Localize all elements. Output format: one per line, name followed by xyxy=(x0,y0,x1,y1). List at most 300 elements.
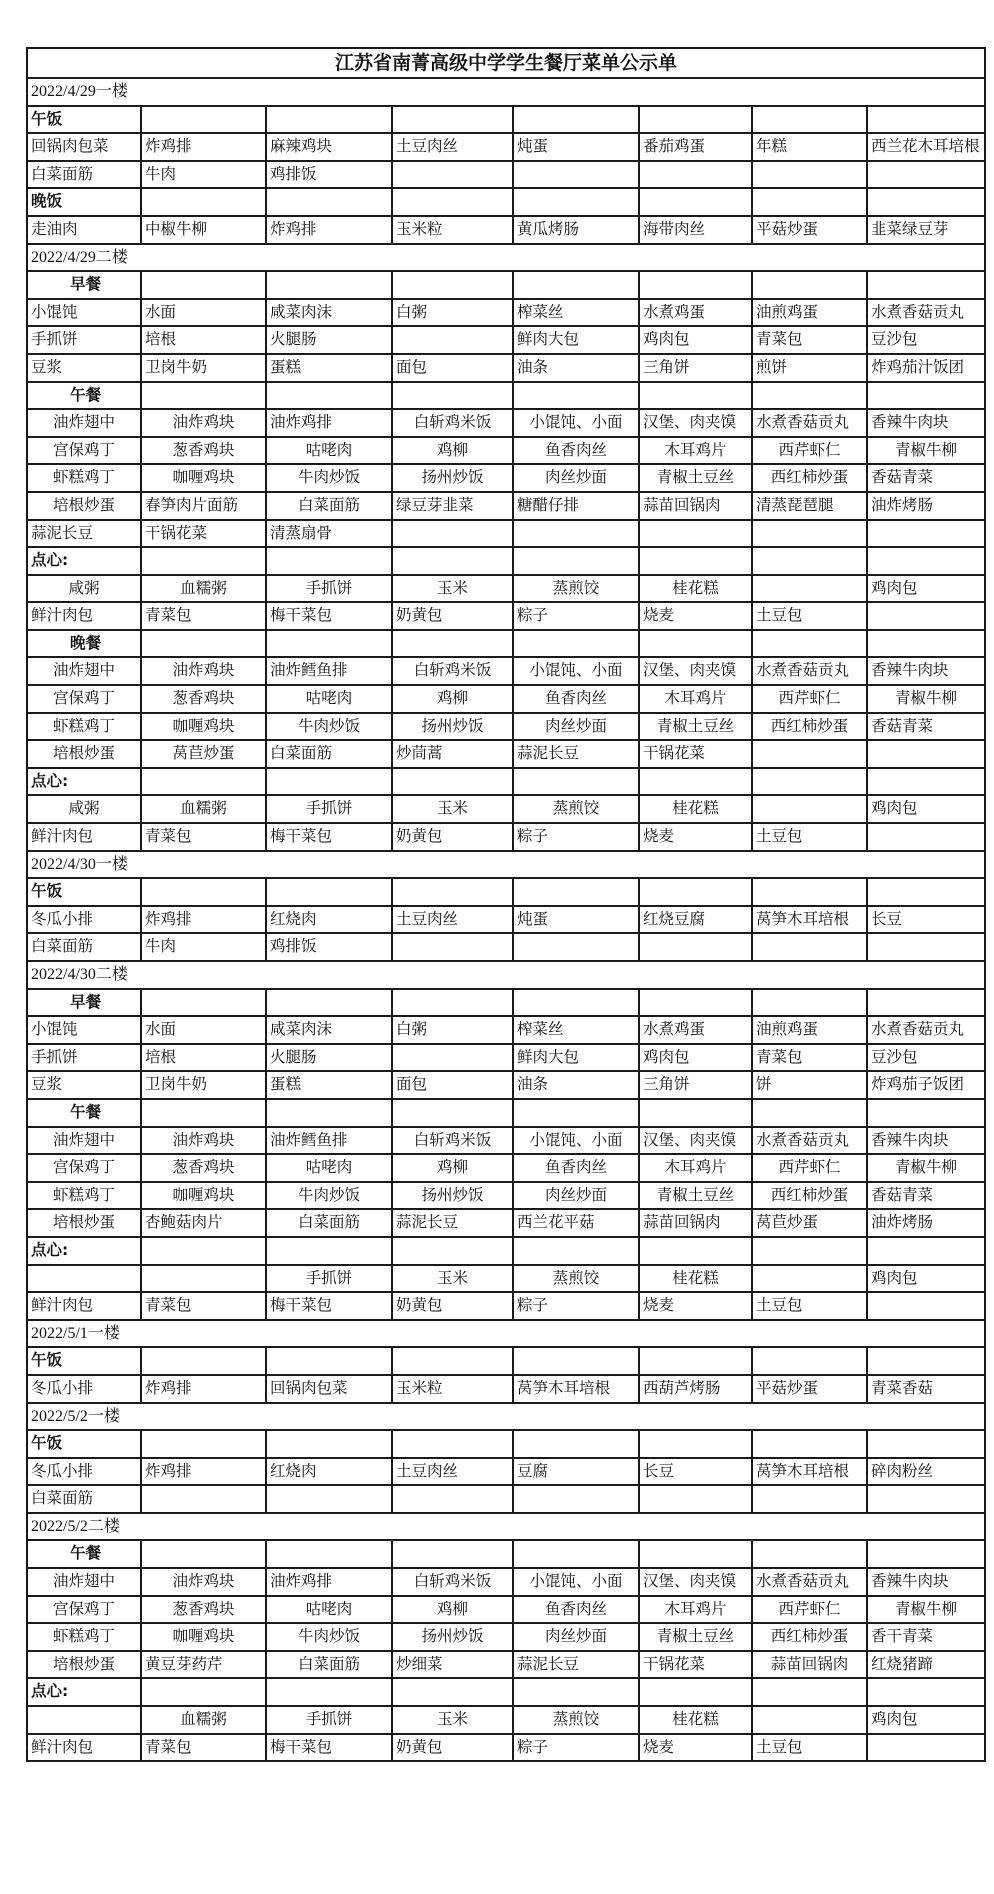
dish-cell: 咖喱鸡块 xyxy=(141,464,266,492)
dish-cell: 蒜泥长豆 xyxy=(513,740,639,768)
date-floor-label: 2022/4/29一楼 xyxy=(27,78,985,106)
dish-cell: 宫保鸡丁 xyxy=(27,1154,141,1182)
meal-section-label: 晚餐 xyxy=(27,630,141,658)
menu-table xyxy=(26,47,986,1762)
date-floor-label: 2022/5/1一楼 xyxy=(27,1320,985,1348)
dish-cell: 鸡排饭 xyxy=(266,161,392,189)
dish-cell: 西红柿炒蛋 xyxy=(752,713,867,741)
dish-cell: 油炸鸡块 xyxy=(141,409,266,437)
dish-cell: 鸡肉包 xyxy=(867,575,985,603)
empty-cell xyxy=(867,188,985,216)
empty-cell xyxy=(867,1678,985,1706)
dish-cell: 炸鸡排 xyxy=(141,1375,266,1403)
dish-cell: 扬州炒饭 xyxy=(392,1182,513,1210)
dish-cell: 鲜肉大包 xyxy=(513,326,639,354)
dish-cell: 三角饼 xyxy=(639,354,752,382)
dish-cell: 葱香鸡块 xyxy=(141,1154,266,1182)
dish-cell: 培根 xyxy=(141,326,266,354)
date-floor-row xyxy=(27,78,985,106)
dish-cell: 面包 xyxy=(392,1071,513,1099)
empty-cell xyxy=(867,547,985,575)
dish-row xyxy=(27,685,985,713)
dish-cell: 油炸烤肠 xyxy=(867,492,985,520)
dish-cell: 油炸鸡块 xyxy=(141,657,266,685)
dish-cell: 玉米 xyxy=(392,1265,513,1293)
dish-cell: 手抓饼 xyxy=(27,326,141,354)
dish-cell: 饼 xyxy=(752,1071,867,1099)
empty-cell xyxy=(266,878,392,906)
dish-cell: 小馄饨、小面 xyxy=(513,409,639,437)
empty-cell xyxy=(266,768,392,796)
empty-cell xyxy=(867,933,985,961)
dish-row xyxy=(27,299,985,327)
empty-cell xyxy=(266,271,392,299)
dish-cell: 炸鸡排 xyxy=(266,216,392,244)
meal-section-row xyxy=(27,382,985,410)
meal-section-row xyxy=(27,188,985,216)
empty-cell xyxy=(639,1485,752,1513)
dish-cell: 牛肉炒饭 xyxy=(266,464,392,492)
empty-cell xyxy=(266,188,392,216)
dish-cell: 汉堡、肉夹馍 xyxy=(639,1568,752,1596)
date-floor-row xyxy=(27,961,985,989)
empty-cell xyxy=(867,602,985,630)
dish-cell: 红烧肉 xyxy=(266,1458,392,1486)
dish-cell: 手抓饼 xyxy=(266,1265,392,1293)
dish-cell: 干锅花菜 xyxy=(639,740,752,768)
dish-cell: 咖喱鸡块 xyxy=(141,713,266,741)
meal-section-label: 午餐 xyxy=(27,1540,141,1568)
empty-cell xyxy=(752,1678,867,1706)
dish-cell: 奶黄包 xyxy=(392,602,513,630)
empty-cell xyxy=(392,878,513,906)
empty-cell xyxy=(513,1099,639,1127)
dish-cell: 炸鸡排 xyxy=(141,906,266,934)
empty-cell xyxy=(141,768,266,796)
empty-cell xyxy=(513,382,639,410)
dish-cell: 长豆 xyxy=(867,906,985,934)
dish-cell: 香辣牛肉块 xyxy=(867,409,985,437)
dish-cell: 青菜包 xyxy=(141,823,266,851)
dish-cell: 冬瓜小排 xyxy=(27,1375,141,1403)
empty-cell xyxy=(639,1347,752,1375)
dish-cell: 油炸鸡排 xyxy=(266,1568,392,1596)
dish-cell: 桂花糕 xyxy=(639,575,752,603)
dish-cell: 鲜汁肉包 xyxy=(27,1734,141,1762)
dish-cell: 培根炒蛋 xyxy=(27,740,141,768)
empty-cell xyxy=(752,271,867,299)
dish-cell: 油炸鸡块 xyxy=(141,1127,266,1155)
empty-cell xyxy=(513,768,639,796)
empty-cell xyxy=(752,106,867,134)
dish-cell: 鱼香肉丝 xyxy=(513,1154,639,1182)
dish-cell: 扬州炒饭 xyxy=(392,713,513,741)
dish-row xyxy=(27,1485,985,1513)
empty-cell xyxy=(867,520,985,548)
dish-cell: 青菜包 xyxy=(752,326,867,354)
empty-cell xyxy=(141,1237,266,1265)
dish-cell: 培根炒蛋 xyxy=(27,1651,141,1679)
dish-cell: 土豆肉丝 xyxy=(392,906,513,934)
empty-cell xyxy=(392,1044,513,1072)
dish-cell: 烧麦 xyxy=(639,823,752,851)
dish-cell: 蒜泥长豆 xyxy=(27,520,141,548)
empty-cell xyxy=(141,271,266,299)
empty-cell xyxy=(513,878,639,906)
dish-cell: 西红柿炒蛋 xyxy=(752,1623,867,1651)
meal-section-label: 午餐 xyxy=(27,1099,141,1127)
dish-cell: 面包 xyxy=(392,354,513,382)
meal-section-label: 早餐 xyxy=(27,989,141,1017)
empty-cell xyxy=(867,1099,985,1127)
dish-cell: 油炸鸡块 xyxy=(141,1568,266,1596)
dish-cell: 中椒牛柳 xyxy=(141,216,266,244)
dish-cell: 咸菜肉沫 xyxy=(266,299,392,327)
dish-cell: 杏鲍菇肉片 xyxy=(141,1209,266,1237)
dish-row xyxy=(27,1209,985,1237)
dish-cell: 咸粥 xyxy=(27,575,141,603)
dish-cell: 豆沙包 xyxy=(867,326,985,354)
dish-cell: 手抓饼 xyxy=(266,1706,392,1734)
empty-cell xyxy=(392,382,513,410)
dish-cell: 咖喱鸡块 xyxy=(141,1182,266,1210)
dish-cell: 平菇炒蛋 xyxy=(752,1375,867,1403)
empty-cell xyxy=(752,188,867,216)
dish-cell: 粽子 xyxy=(513,1292,639,1320)
dish-cell: 牛肉 xyxy=(141,161,266,189)
dish-cell: 青菜包 xyxy=(141,1292,266,1320)
dish-cell: 西红柿炒蛋 xyxy=(752,1182,867,1210)
dish-cell: 水面 xyxy=(141,1016,266,1044)
date-floor-label: 2022/4/30二楼 xyxy=(27,961,985,989)
empty-cell xyxy=(141,1099,266,1127)
dish-cell: 蛋糕 xyxy=(266,354,392,382)
empty-cell xyxy=(867,1237,985,1265)
empty-cell xyxy=(752,1485,867,1513)
meal-section-row xyxy=(27,1430,985,1458)
dish-cell: 培根炒蛋 xyxy=(27,492,141,520)
meal-section-label: 午餐 xyxy=(27,382,141,410)
empty-cell xyxy=(639,547,752,575)
dish-cell: 咕咾肉 xyxy=(266,685,392,713)
dish-cell: 咕咾肉 xyxy=(266,1596,392,1624)
empty-cell xyxy=(867,271,985,299)
dish-cell: 虾糕鸡丁 xyxy=(27,1623,141,1651)
meal-section-label: 午饭 xyxy=(27,1347,141,1375)
dish-cell: 回锅肉包菜 xyxy=(27,133,141,161)
empty-cell xyxy=(752,878,867,906)
dish-cell: 小馄饨、小面 xyxy=(513,1127,639,1155)
dish-cell: 油炸翅中 xyxy=(27,409,141,437)
dish-cell: 碎肉粉丝 xyxy=(867,1458,985,1486)
dish-cell: 烧麦 xyxy=(639,1734,752,1762)
empty-cell xyxy=(513,520,639,548)
meal-section-label: 早餐 xyxy=(27,271,141,299)
empty-cell xyxy=(392,520,513,548)
dish-cell: 汉堡、肉夹馍 xyxy=(639,409,752,437)
dish-cell: 木耳鸡片 xyxy=(639,1154,752,1182)
empty-cell xyxy=(752,1347,867,1375)
dish-row xyxy=(27,1044,985,1072)
empty-cell xyxy=(266,382,392,410)
dish-cell: 冬瓜小排 xyxy=(27,906,141,934)
empty-cell xyxy=(392,1099,513,1127)
dish-cell: 莴笋木耳培根 xyxy=(752,1458,867,1486)
dish-cell: 玉米 xyxy=(392,575,513,603)
dish-cell: 清蒸琵琶腿 xyxy=(752,492,867,520)
meal-section-label: 午饭 xyxy=(27,1430,141,1458)
empty-cell xyxy=(639,1678,752,1706)
dish-cell: 烧麦 xyxy=(639,1292,752,1320)
empty-cell xyxy=(513,161,639,189)
dish-cell: 青椒牛柳 xyxy=(867,437,985,465)
dish-cell: 玉米 xyxy=(392,795,513,823)
dish-cell: 咖喱鸡块 xyxy=(141,1623,266,1651)
dish-cell: 鲜汁肉包 xyxy=(27,1292,141,1320)
dish-cell: 水煮香菇贡丸 xyxy=(752,1127,867,1155)
dish-cell: 梅干菜包 xyxy=(266,1734,392,1762)
empty-cell xyxy=(867,878,985,906)
dish-cell: 培根 xyxy=(141,1044,266,1072)
dish-cell: 宫保鸡丁 xyxy=(27,1596,141,1624)
empty-cell xyxy=(513,1485,639,1513)
dish-cell: 炸鸡茄汁饭团 xyxy=(867,354,985,382)
empty-cell xyxy=(392,1430,513,1458)
dish-cell: 蒜苗回锅肉 xyxy=(639,1209,752,1237)
dish-cell: 西兰花平菇 xyxy=(513,1209,639,1237)
empty-cell xyxy=(752,768,867,796)
empty-cell xyxy=(752,1265,867,1293)
dish-row xyxy=(27,823,985,851)
dish-row xyxy=(27,216,985,244)
meal-section-row xyxy=(27,768,985,796)
dish-cell: 血糯粥 xyxy=(141,575,266,603)
dish-cell: 桂花糕 xyxy=(639,795,752,823)
dish-cell: 水面 xyxy=(141,299,266,327)
empty-cell xyxy=(639,382,752,410)
empty-cell xyxy=(639,878,752,906)
dish-cell: 土豆包 xyxy=(752,602,867,630)
empty-cell xyxy=(867,1540,985,1568)
dish-cell: 西芹虾仁 xyxy=(752,1596,867,1624)
dish-cell: 土豆肉丝 xyxy=(392,133,513,161)
dish-cell: 粽子 xyxy=(513,823,639,851)
dish-cell: 土豆包 xyxy=(752,823,867,851)
empty-cell xyxy=(639,768,752,796)
dish-cell: 榨菜丝 xyxy=(513,299,639,327)
empty-cell xyxy=(752,740,867,768)
empty-cell xyxy=(141,1485,266,1513)
dish-cell: 虾糕鸡丁 xyxy=(27,713,141,741)
empty-cell xyxy=(266,1099,392,1127)
dish-cell: 长豆 xyxy=(639,1458,752,1486)
dish-cell: 鸡排饭 xyxy=(266,933,392,961)
dish-row xyxy=(27,354,985,382)
empty-cell xyxy=(867,823,985,851)
dish-cell: 水煮鸡蛋 xyxy=(639,1016,752,1044)
dish-row xyxy=(27,1734,985,1762)
dish-cell: 烧麦 xyxy=(639,602,752,630)
meal-section-row xyxy=(27,106,985,134)
dish-cell: 咕咾肉 xyxy=(266,437,392,465)
dish-cell: 小馄饨 xyxy=(27,1016,141,1044)
empty-cell xyxy=(639,1430,752,1458)
dish-row xyxy=(27,1016,985,1044)
dish-cell: 木耳鸡片 xyxy=(639,437,752,465)
empty-cell xyxy=(639,271,752,299)
empty-cell xyxy=(266,630,392,658)
dish-cell: 番茄鸡蛋 xyxy=(639,133,752,161)
empty-cell xyxy=(752,1099,867,1127)
empty-cell xyxy=(752,630,867,658)
dish-cell: 手抓饼 xyxy=(266,795,392,823)
dish-cell: 豆浆 xyxy=(27,1071,141,1099)
date-floor-row xyxy=(27,1513,985,1541)
dish-row xyxy=(27,1596,985,1624)
empty-cell xyxy=(141,878,266,906)
dish-cell: 咕咾肉 xyxy=(266,1154,392,1182)
empty-cell xyxy=(867,382,985,410)
dish-row xyxy=(27,1265,985,1293)
dish-row xyxy=(27,1182,985,1210)
empty-cell xyxy=(639,520,752,548)
dish-cell: 青椒土豆丝 xyxy=(639,713,752,741)
dish-cell: 手抓饼 xyxy=(27,1044,141,1072)
dish-row xyxy=(27,657,985,685)
dish-cell: 香菇青菜 xyxy=(867,713,985,741)
dish-cell: 香菇青菜 xyxy=(867,1182,985,1210)
dish-cell: 卫岗牛奶 xyxy=(141,354,266,382)
dish-cell: 香辣牛肉块 xyxy=(867,1568,985,1596)
dish-cell: 血糯粥 xyxy=(141,795,266,823)
empty-cell xyxy=(141,1678,266,1706)
dish-cell: 油条 xyxy=(513,354,639,382)
dish-cell: 青椒土豆丝 xyxy=(639,1623,752,1651)
dish-row xyxy=(27,906,985,934)
empty-cell xyxy=(266,1237,392,1265)
dish-cell: 鱼香肉丝 xyxy=(513,437,639,465)
empty-cell xyxy=(513,106,639,134)
dish-cell: 炸鸡排 xyxy=(141,1458,266,1486)
dish-cell: 西红柿炒蛋 xyxy=(752,464,867,492)
dish-cell: 水煮鸡蛋 xyxy=(639,299,752,327)
empty-cell xyxy=(513,547,639,575)
empty-cell xyxy=(867,630,985,658)
dish-cell: 油条 xyxy=(513,1071,639,1099)
dish-cell: 鱼香肉丝 xyxy=(513,685,639,713)
dish-cell: 牛肉炒饭 xyxy=(266,1182,392,1210)
dish-cell: 培根炒蛋 xyxy=(27,1209,141,1237)
empty-cell xyxy=(752,795,867,823)
dish-cell: 桂花糕 xyxy=(639,1265,752,1293)
dish-cell: 白菜面筋 xyxy=(266,1209,392,1237)
dish-cell: 红烧肉 xyxy=(266,906,392,934)
empty-cell xyxy=(639,188,752,216)
empty-cell xyxy=(752,1706,867,1734)
dish-cell: 春笋肉片面筋 xyxy=(141,492,266,520)
empty-cell xyxy=(752,161,867,189)
dish-cell: 蒜泥长豆 xyxy=(513,1651,639,1679)
dish-cell: 西芹虾仁 xyxy=(752,1154,867,1182)
dish-row xyxy=(27,795,985,823)
dish-cell: 清蒸扇骨 xyxy=(266,520,392,548)
dish-cell: 牛肉炒饭 xyxy=(266,713,392,741)
dish-cell: 木耳鸡片 xyxy=(639,685,752,713)
dish-row xyxy=(27,1375,985,1403)
dish-cell: 白菜面筋 xyxy=(27,1485,141,1513)
dish-cell: 小馄饨、小面 xyxy=(513,657,639,685)
dish-cell: 香辣牛肉块 xyxy=(867,1127,985,1155)
dish-cell: 蒸煎饺 xyxy=(513,1265,639,1293)
empty-cell xyxy=(752,382,867,410)
dish-cell: 蒜苗回锅肉 xyxy=(639,492,752,520)
empty-cell xyxy=(141,547,266,575)
dish-cell: 豆浆 xyxy=(27,354,141,382)
dish-cell: 香菇青菜 xyxy=(867,464,985,492)
dish-cell: 韭菜绿豆芽 xyxy=(867,216,985,244)
dish-cell: 鸡柳 xyxy=(392,1154,513,1182)
dish-row xyxy=(27,326,985,354)
empty-cell xyxy=(27,1265,141,1293)
dish-cell: 炒茼蒿 xyxy=(392,740,513,768)
empty-cell xyxy=(867,740,985,768)
dish-cell: 牛肉炒饭 xyxy=(266,1623,392,1651)
dish-cell: 蒸煎饺 xyxy=(513,1706,639,1734)
empty-cell xyxy=(513,188,639,216)
empty-cell xyxy=(392,1485,513,1513)
dish-cell: 油煎鸡蛋 xyxy=(752,1016,867,1044)
empty-cell xyxy=(392,1540,513,1568)
dish-cell: 蒜苗回锅肉 xyxy=(752,1651,867,1679)
dish-cell: 火腿肠 xyxy=(266,1044,392,1072)
dish-cell: 土豆包 xyxy=(752,1734,867,1762)
dish-row xyxy=(27,1458,985,1486)
dish-cell: 炸鸡茄子饭团 xyxy=(867,1071,985,1099)
dish-cell: 鸡肉包 xyxy=(867,1265,985,1293)
dish-cell: 红烧猪蹄 xyxy=(867,1651,985,1679)
meal-section-label: 点心: xyxy=(27,1678,141,1706)
empty-cell xyxy=(752,520,867,548)
meal-section-row xyxy=(27,989,985,1017)
meal-section-row xyxy=(27,1540,985,1568)
empty-cell xyxy=(639,1540,752,1568)
empty-cell xyxy=(141,1265,266,1293)
dish-cell: 黄豆芽药芹 xyxy=(141,1651,266,1679)
dish-cell: 玉米 xyxy=(392,1706,513,1734)
empty-cell xyxy=(141,1347,266,1375)
dish-cell: 炖蛋 xyxy=(513,906,639,934)
empty-cell xyxy=(392,630,513,658)
date-floor-row xyxy=(27,1403,985,1431)
empty-cell xyxy=(266,1347,392,1375)
empty-cell xyxy=(513,989,639,1017)
dish-cell: 卫岗牛奶 xyxy=(141,1071,266,1099)
dish-cell: 青菜包 xyxy=(141,1734,266,1762)
dish-cell: 土豆包 xyxy=(752,1292,867,1320)
empty-cell xyxy=(513,1540,639,1568)
empty-cell xyxy=(141,1430,266,1458)
dish-cell: 粽子 xyxy=(513,1734,639,1762)
empty-cell xyxy=(141,1540,266,1568)
dish-row xyxy=(27,437,985,465)
empty-cell xyxy=(27,1706,141,1734)
empty-cell xyxy=(867,1430,985,1458)
meal-section-row xyxy=(27,1347,985,1375)
dish-cell: 煎饼 xyxy=(752,354,867,382)
empty-cell xyxy=(392,271,513,299)
empty-cell xyxy=(392,768,513,796)
meal-section-label: 晚饭 xyxy=(27,188,141,216)
